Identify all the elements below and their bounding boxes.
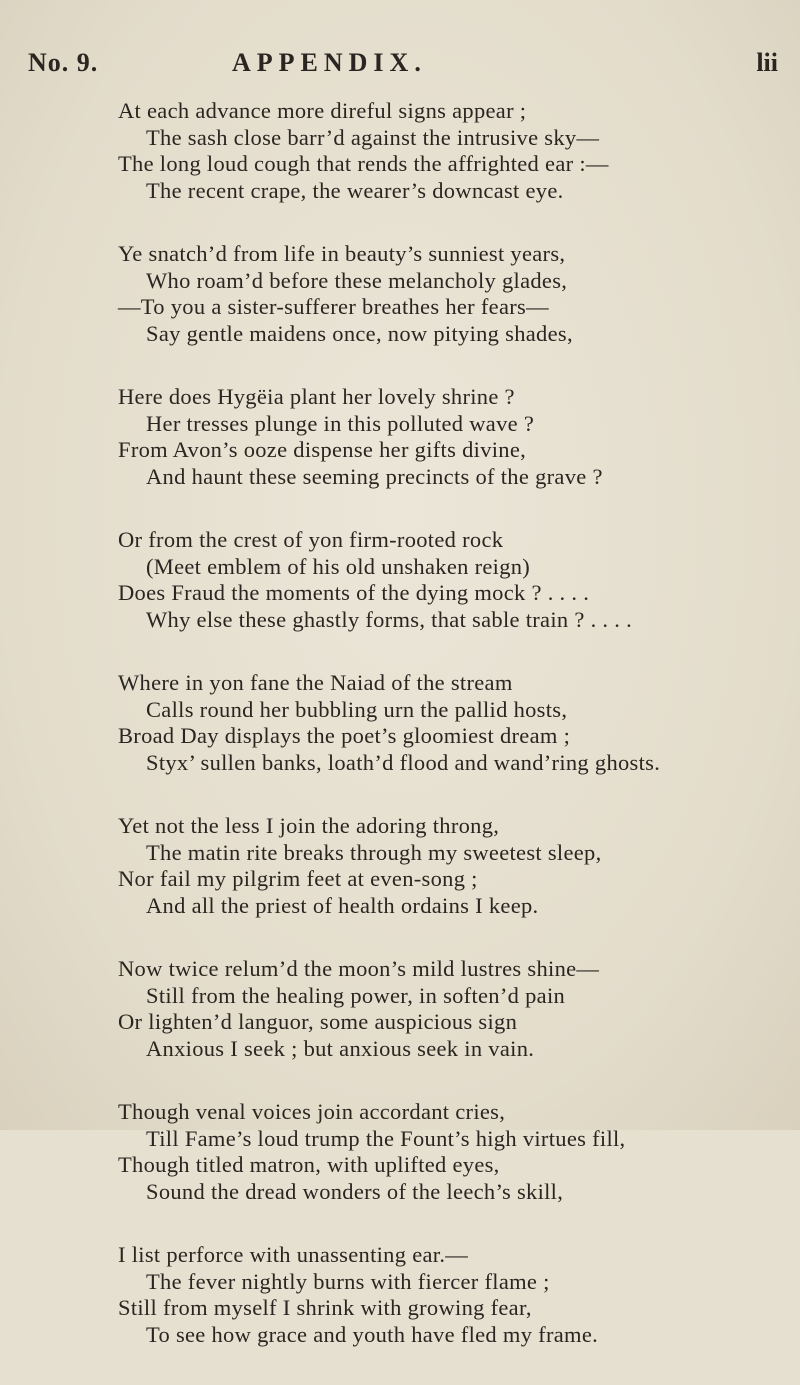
poem-line: Nor fail my pilgrim feet at even-song ; bbox=[118, 866, 478, 891]
poem-line: And all the priest of health ordains I keep. bbox=[146, 892, 539, 918]
poem-line: Calls round her bubbling urn the pallid hosts, bbox=[146, 696, 568, 722]
page-header bbox=[0, 48, 800, 88]
stanza bbox=[118, 98, 788, 204]
stanza bbox=[118, 956, 788, 1062]
stanza bbox=[118, 1099, 788, 1205]
poem-line: From Avon’s ooze dispense her gifts divine, bbox=[118, 437, 527, 462]
stanza bbox=[118, 241, 788, 347]
poem-line: At each advance more direful signs appear ; bbox=[118, 98, 527, 123]
poem-line: Though titled matron, with uplifted eyes, bbox=[118, 1152, 500, 1177]
poem-line: Still from the healing power, in soften’d pain bbox=[146, 982, 566, 1008]
poem bbox=[118, 98, 788, 1385]
stanza bbox=[118, 1242, 788, 1348]
stanza bbox=[118, 670, 788, 776]
poem-line: The sash close barr’d against the intrusive sky— bbox=[146, 124, 600, 150]
page-number-label: No. 9. bbox=[28, 48, 99, 77]
stanza bbox=[118, 527, 788, 633]
poem-line: Anxious I seek ; but anxious seek in vain. bbox=[146, 1035, 535, 1061]
poem-line: Though venal voices join accordant cries, bbox=[118, 1099, 506, 1124]
poem-line: Her tresses plunge in this polluted wave ? bbox=[146, 410, 535, 436]
poem-line: Or lighten’d languor, some auspicious sign bbox=[118, 1009, 518, 1034]
page-roman-numeral: lii bbox=[756, 48, 778, 77]
poem-line: Does Fraud the moments of the dying mock ? . . . . bbox=[118, 580, 590, 605]
poem-line: Ye snatch’d from life in beauty’s sunniest years, bbox=[118, 241, 566, 266]
poem-line: Or from the crest of yon firm-rooted rock bbox=[118, 527, 504, 552]
stanza bbox=[118, 813, 788, 919]
poem-line: Why else these ghastly forms, that sable train ? . . . . bbox=[146, 606, 633, 632]
running-title: APPENDIX. bbox=[232, 48, 427, 77]
poem-line: Till Fame’s loud trump the Fount’s high virtues fill, bbox=[146, 1125, 626, 1151]
poem-line: —To you a sister-sufferer breathes her fears— bbox=[118, 294, 549, 319]
poem-line: Still from myself I shrink with growing fear, bbox=[118, 1295, 532, 1320]
poem-line: The fever nightly burns with fiercer flame ; bbox=[146, 1268, 550, 1294]
poem-line: (Meet emblem of his old unshaken reign) bbox=[146, 553, 531, 579]
poem-line: Broad Day displays the poet’s gloomiest dream ; bbox=[118, 723, 571, 748]
poem-line: Styx’ sullen banks, loath’d flood and wand’ring ghosts. bbox=[146, 749, 661, 775]
poem-line: The recent crape, the wearer’s downcast eye. bbox=[146, 177, 564, 203]
poem-line: Yet not the less I join the adoring throng, bbox=[118, 813, 500, 838]
poem-line: Now twice relum’d the moon’s mild lustres shine— bbox=[118, 956, 600, 981]
poem-line: Sound the dread wonders of the leech’s skill, bbox=[146, 1178, 564, 1204]
poem-line: Who roam’d before these melancholy glades, bbox=[146, 267, 568, 293]
poem-line: To see how grace and youth have fled my frame. bbox=[146, 1321, 599, 1347]
poem-line: I list perforce with unassenting ear.— bbox=[118, 1242, 469, 1267]
poem-line: The matin rite breaks through my sweetest sleep, bbox=[146, 839, 602, 865]
poem-line: Here does Hygëia plant her lovely shrine ? bbox=[118, 384, 515, 409]
poem-line: Where in yon fane the Naiad of the stream bbox=[118, 670, 513, 695]
poem-line: And haunt these seeming precincts of the grave ? bbox=[146, 463, 603, 489]
poem-line: Say gentle maidens once, now pitying shades, bbox=[146, 320, 573, 346]
stanza bbox=[118, 384, 788, 490]
poem-line: The long loud cough that rends the affrighted ear :— bbox=[118, 151, 609, 176]
